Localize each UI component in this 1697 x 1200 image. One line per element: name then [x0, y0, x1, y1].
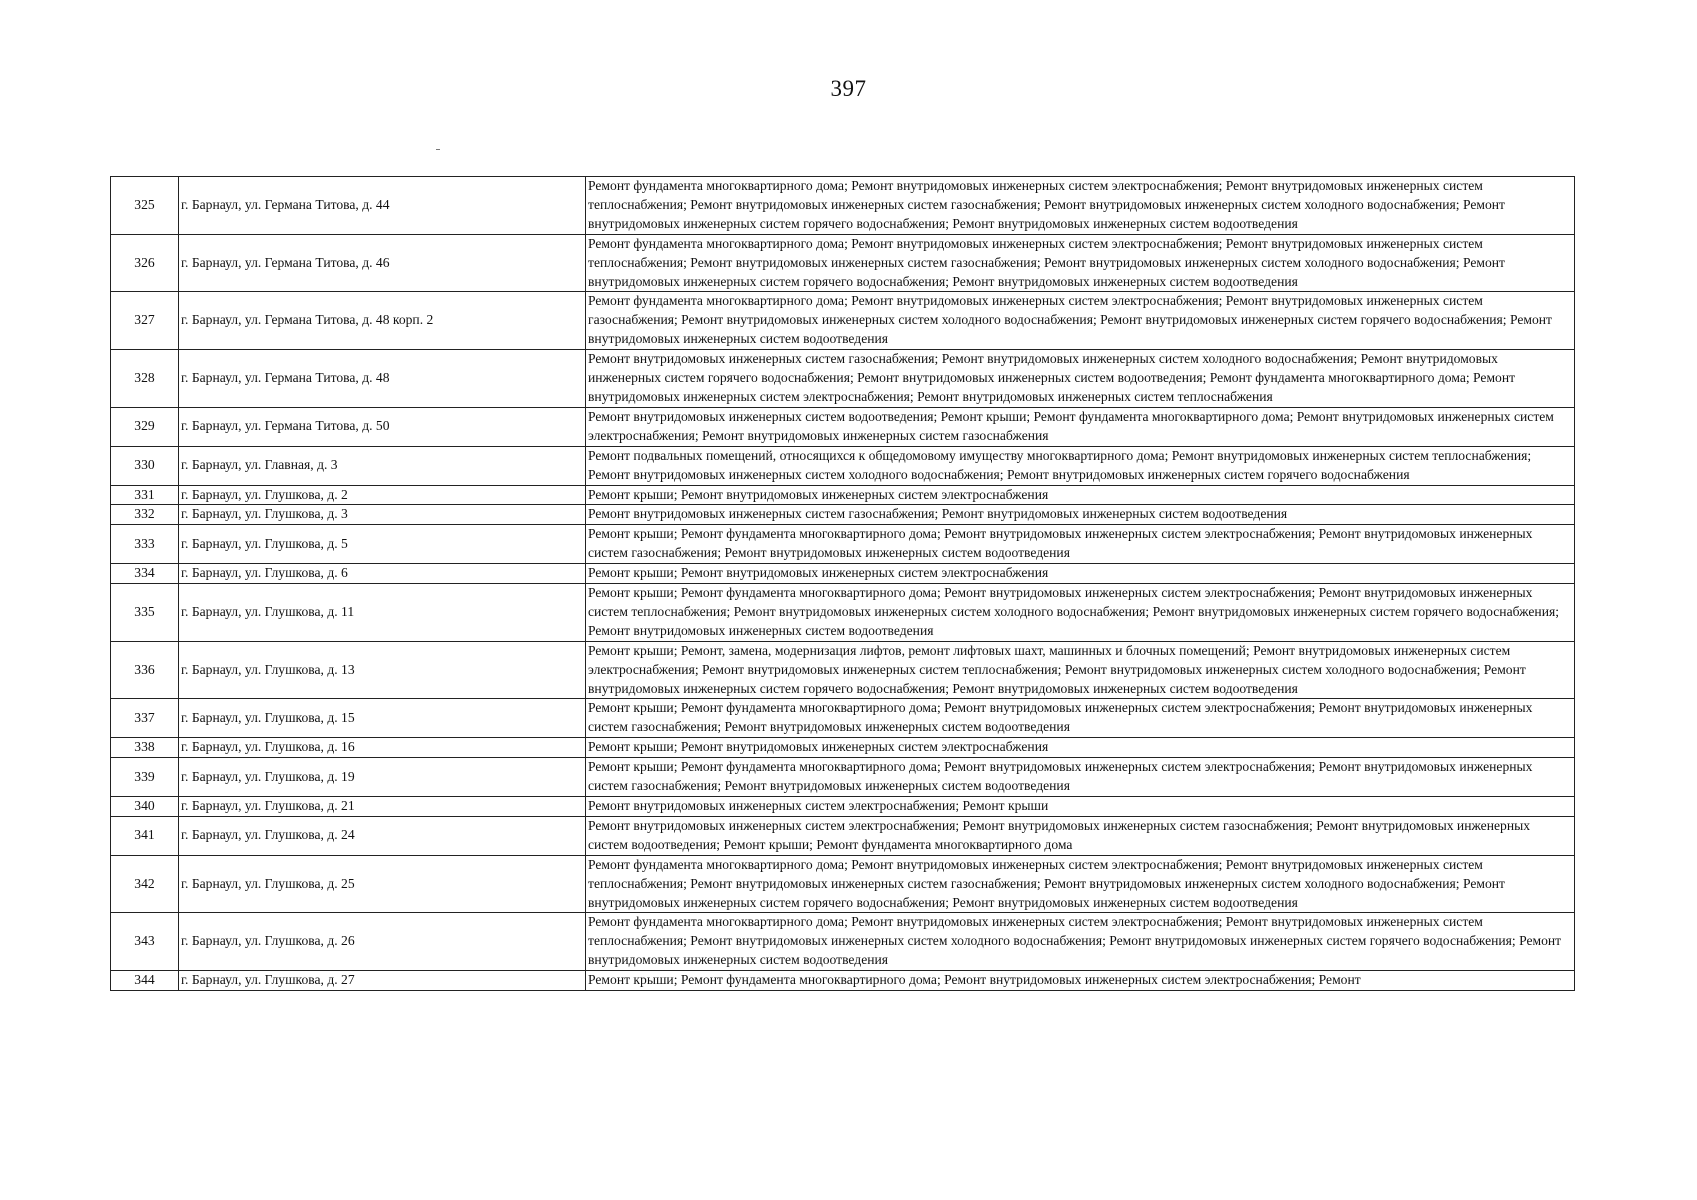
row-works: Ремонт крыши; Ремонт внутридомовых инженерных систем электроснабжения [586, 564, 1575, 584]
table-row [111, 446, 1575, 485]
row-address: г. Барнаул, ул. Глушкова, д. 27 [179, 971, 586, 991]
table-row [111, 584, 1575, 642]
row-number: 341 [111, 816, 179, 855]
page-number: 397 [830, 76, 867, 101]
row-address: г. Барнаул, ул. Глушкова, д. 16 [179, 738, 586, 758]
row-number: 344 [111, 971, 179, 991]
table-row [111, 505, 1575, 525]
table-row [111, 177, 1575, 235]
table-row [111, 758, 1575, 797]
scan-speck [436, 149, 440, 150]
row-address: г. Барнаул, ул. Глушкова, д. 5 [179, 525, 586, 564]
row-address: г. Барнаул, ул. Главная, д. 3 [179, 446, 586, 485]
row-number: 328 [111, 350, 179, 408]
row-address: г. Барнаул, ул. Глушкова, д. 26 [179, 913, 586, 971]
row-address: г. Барнаул, ул. Глушкова, д. 6 [179, 564, 586, 584]
table-row [111, 350, 1575, 408]
row-address: г. Барнаул, ул. Глушкова, д. 21 [179, 797, 586, 817]
row-address: г. Барнаул, ул. Германа Титова, д. 48 корп. 2 [179, 292, 586, 350]
table-row [111, 913, 1575, 971]
row-address: г. Барнаул, ул. Глушкова, д. 2 [179, 485, 586, 505]
table-row [111, 641, 1575, 699]
row-address: г. Барнаул, ул. Глушкова, д. 11 [179, 584, 586, 642]
row-address: г. Барнаул, ул. Германа Титова, д. 48 [179, 350, 586, 408]
table-row [111, 699, 1575, 738]
repair-registry-table [110, 176, 1575, 991]
row-address: г. Барнаул, ул. Глушкова, д. 25 [179, 855, 586, 913]
row-number: 336 [111, 641, 179, 699]
row-address: г. Барнаул, ул. Германа Титова, д. 46 [179, 234, 586, 292]
row-works: Ремонт фундамента многоквартирного дома; Ремонт внутридомовых инженерных систем электроснабжения; Ремонт внутридомовых инженерных систем теплоснабжения; Ремонт внутридомовых инженерных систем газоснабжения; Ремонт внутридомовых инженерных систем холодного водоснабжения; Ремонт внутридомовых инженерных систем горячего водоснабжения; Ремонт внутридомовых инженерных систем водоотведения [586, 234, 1575, 292]
row-works: Ремонт фундамента многоквартирного дома; Ремонт внутридомовых инженерных систем электроснабжения; Ремонт внутридомовых инженерных систем теплоснабжения; Ремонт внутридомовых инженерных систем газоснабжения; Ремонт внутридомовых инженерных систем холодного водоснабжения; Ремонт внутридомовых инженерных систем горячего водоснабжения; Ремонт внутридомовых инженерных систем водоотведения [586, 855, 1575, 913]
table-row [111, 971, 1575, 991]
table-row [111, 407, 1575, 446]
row-number: 325 [111, 177, 179, 235]
table-row [111, 797, 1575, 817]
row-address: г. Барнаул, ул. Германа Титова, д. 44 [179, 177, 586, 235]
table-row [111, 234, 1575, 292]
row-number: 343 [111, 913, 179, 971]
row-works: Ремонт фундамента многоквартирного дома; Ремонт внутридомовых инженерных систем электроснабжения; Ремонт внутридомовых инженерных систем теплоснабжения; Ремонт внутридомовых инженерных систем холодного водоснабжения; Ремонт внутридомовых инженерных систем горячего водоснабжения; Ремонт внутридомовых инженерных систем водоотведения [586, 913, 1575, 971]
row-address: г. Барнаул, ул. Глушкова, д. 24 [179, 816, 586, 855]
row-number: 340 [111, 797, 179, 817]
row-number: 326 [111, 234, 179, 292]
row-works: Ремонт внутридомовых инженерных систем газоснабжения; Ремонт внутридомовых инженерных систем водоотведения [586, 505, 1575, 525]
row-works: Ремонт внутридомовых инженерных систем водоотведения; Ремонт крыши; Ремонт фундамента многоквартирного дома; Ремонт внутридомовых инженерных систем электроснабжения; Ремонт внутридомовых инженерных систем газоснабжения [586, 407, 1575, 446]
row-number: 337 [111, 699, 179, 738]
table-row [111, 525, 1575, 564]
row-address: г. Барнаул, ул. Глушкова, д. 15 [179, 699, 586, 738]
row-address: г. Барнаул, ул. Глушкова, д. 13 [179, 641, 586, 699]
table-row [111, 292, 1575, 350]
row-number: 342 [111, 855, 179, 913]
row-works: Ремонт внутридомовых инженерных систем газоснабжения; Ремонт внутридомовых инженерных систем холодного водоснабжения; Ремонт внутридомовых инженерных систем горячего водоснабжения; Ремонт внутридомовых инженерных систем водоотведения; Ремонт фундамента многоквартирного дома; Ремонт внутридомовых инженерных систем электроснабжения; Ремонт внутридомовых инженерных систем теплоснабжения [586, 350, 1575, 408]
row-works: Ремонт крыши; Ремонт фундамента многоквартирного дома; Ремонт внутридомовых инженерных систем электроснабжения; Ремонт внутридомовых инженерных систем газоснабжения; Ремонт внутридомовых инженерных систем водоотведения [586, 758, 1575, 797]
row-number: 331 [111, 485, 179, 505]
row-number: 327 [111, 292, 179, 350]
row-address: г. Барнаул, ул. Германа Титова, д. 50 [179, 407, 586, 446]
row-number: 333 [111, 525, 179, 564]
row-works: Ремонт внутридомовых инженерных систем электроснабжения; Ремонт крыши [586, 797, 1575, 817]
table-row [111, 485, 1575, 505]
row-works: Ремонт крыши; Ремонт внутридомовых инженерных систем электроснабжения [586, 485, 1575, 505]
row-works: Ремонт крыши; Ремонт, замена, модернизация лифтов, ремонт лифтовых шахт, машинных и блочных помещений; Ремонт внутридомовых инженерных систем электроснабжения; Ремонт внутридомовых инженерных систем теплоснабжения; Ремонт внутридомовых инженерных систем холодного водоснабжения; Ремонт внутридомовых инженерных систем горячего водоснабжения; Ремонт внутридомовых инженерных систем водоотведения [586, 641, 1575, 699]
row-works: Ремонт крыши; Ремонт фундамента многоквартирного дома; Ремонт внутридомовых инженерных систем электроснабжения; Ремонт внутридомовых инженерных систем газоснабжения; Ремонт внутридомовых инженерных систем водоотведения [586, 699, 1575, 738]
row-works: Ремонт внутридомовых инженерных систем электроснабжения; Ремонт внутридомовых инженерных систем газоснабжения; Ремонт внутридомовых инженерных систем водоотведения; Ремонт крыши; Ремонт фундамента многоквартирного дома [586, 816, 1575, 855]
row-works: Ремонт крыши; Ремонт фундамента многоквартирного дома; Ремонт внутридомовых инженерных систем электроснабжения; Ремонт внутридомовых инженерных систем теплоснабжения; Ремонт внутридомовых инженерных систем холодного водоснабжения; Ремонт внутридомовых инженерных систем горячего водоснабжения; Ремонт внутридомовых инженерных систем водоотведения [586, 584, 1575, 642]
row-works: Ремонт фундамента многоквартирного дома; Ремонт внутридомовых инженерных систем электроснабжения; Ремонт внутридомовых инженерных систем теплоснабжения; Ремонт внутридомовых инженерных систем газоснабжения; Ремонт внутридомовых инженерных систем холодного водоснабжения; Ремонт внутридомовых инженерных систем горячего водоснабжения; Ремонт внутридомовых инженерных систем водоотведения [586, 177, 1575, 235]
table-row [111, 816, 1575, 855]
row-works: Ремонт крыши; Ремонт фундамента многоквартирного дома; Ремонт внутридомовых инженерных систем электроснабжения; Ремонт внутридомовых инженерных систем газоснабжения; Ремонт внутридомовых инженерных систем водоотведения [586, 525, 1575, 564]
table-row [111, 855, 1575, 913]
row-number: 329 [111, 407, 179, 446]
row-number: 334 [111, 564, 179, 584]
row-works: Ремонт подвальных помещений, относящихся к общедомовому имуществу многоквартирного дома; Ремонт внутридомовых инженерных систем теплоснабжения; Ремонт внутридомовых инженерных систем холодного водоснабжения; Ремонт внутридомовых инженерных систем горячего водоснабжения [586, 446, 1575, 485]
row-number: 339 [111, 758, 179, 797]
row-works: Ремонт крыши; Ремонт внутридомовых инженерных систем электроснабжения [586, 738, 1575, 758]
row-address: г. Барнаул, ул. Глушкова, д. 19 [179, 758, 586, 797]
row-number: 332 [111, 505, 179, 525]
row-number: 335 [111, 584, 179, 642]
row-works: Ремонт фундамента многоквартирного дома; Ремонт внутридомовых инженерных систем электроснабжения; Ремонт внутридомовых инженерных систем газоснабжения; Ремонт внутридомовых инженерных систем холодного водоснабжения; Ремонт внутридомовых инженерных систем горячего водоснабжения; Ремонт внутридомовых инженерных систем водоотведения [586, 292, 1575, 350]
row-address: г. Барнаул, ул. Глушкова, д. 3 [179, 505, 586, 525]
row-works: Ремонт крыши; Ремонт фундамента многоквартирного дома; Ремонт внутридомовых инженерных систем электроснабжения; Ремонт [586, 971, 1575, 991]
table-row [111, 738, 1575, 758]
row-number: 330 [111, 446, 179, 485]
row-number: 338 [111, 738, 179, 758]
table-row [111, 564, 1575, 584]
